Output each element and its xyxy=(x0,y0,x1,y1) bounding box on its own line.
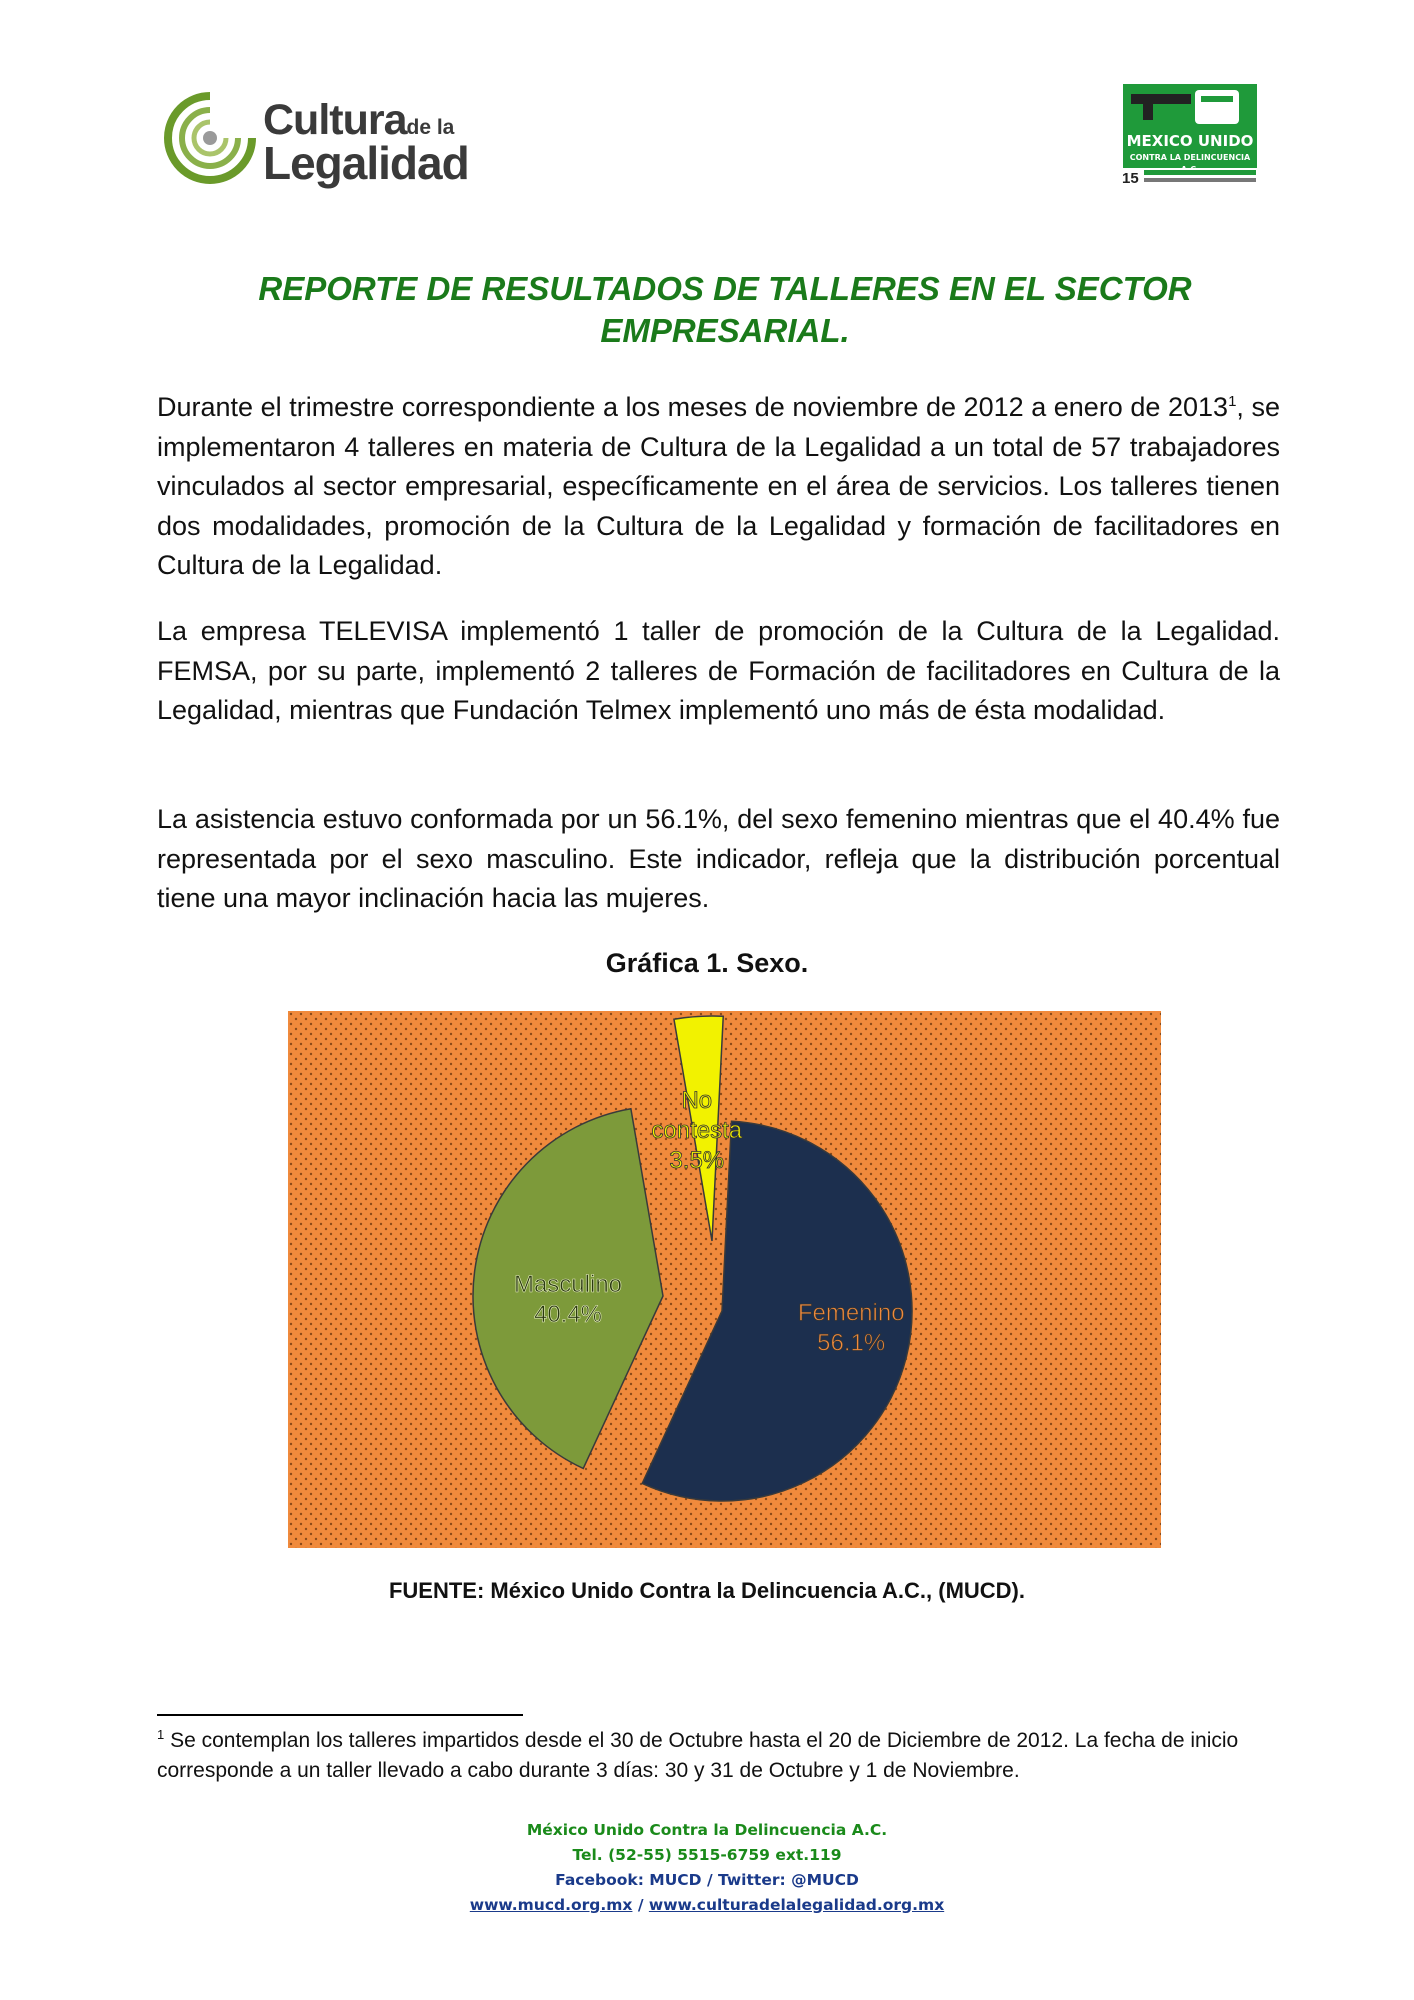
chart-source: FUENTE: México Unido Contra la Delincuencia A.C., (MUCD). xyxy=(388,1578,1025,1603)
footer-social: Facebook: MUCD / Twitter: @MUCD xyxy=(555,1871,859,1889)
footer-org: México Unido Contra la Delincuencia A.C. xyxy=(526,1821,888,1839)
logo-number: 15 xyxy=(1122,170,1139,187)
pie-label-no-contesta: No contesta 3.5% xyxy=(651,1087,743,1174)
document-title: REPORTE DE RESULTADOS DE TALLERES EN EL SECTOR EMPRESARIAL. xyxy=(258,270,1192,349)
chart-title: Gráfica 1. Sexo. xyxy=(605,948,809,978)
logo-word-legalidad: Legalidad xyxy=(263,137,469,189)
paragraph-1: Durante el trimestre correspondiente a los meses de noviembre de 2012 a enero de 2013$^1$, se implementaron 4 talleres en materia de Cultura de la Legalidad a un total de 57 trabajadores vinculados al sector empresarial, específicamente en el área de servicios. Los talleres tienen dos modalidades, promoción de la Cultura de la Legalidad y formación de facilitadores en Cultura de la Legalidad. xyxy=(157,392,1280,580)
concentric-rings-icon xyxy=(160,88,260,188)
footnote: $^1$ Se contemplan los talleres impartidos desde el 30 de Octubre hasta el 20 de Diciembre de 2012. La fecha de inicio corresponde a un taller llevado a cabo durante 3 días: 30 y 31 de Octubre y 1 de Noviembre. xyxy=(157,1727,1239,1782)
footer-tel: Tel. (52-55) 5515-6759 ext.119 xyxy=(572,1846,842,1864)
paragraph-2: La empresa TELEVISA implementó 1 taller de promoción de la Cultura de la Legalidad. FEMSA, por su parte, implementó 2 talleres de Formación de facilitadores en Cultura de la Legalidad, mientras que Fundación Telmex implementó uno más de ésta modalidad. xyxy=(157,616,1280,725)
footnote-divider xyxy=(157,1714,523,1716)
paragraph-3: La asistencia estuvo conformada por un 56.1%, del sexo femenino mientras que el 40.4% fue representada por el sexo masculino. Este indicador, refleja que la distribución porcentual tiene una mayor inclinación hacia las mujeres. xyxy=(157,804,1280,913)
pie-label-femenino: Femenino 56.1% xyxy=(797,1299,905,1357)
logo-strip xyxy=(1144,170,1256,175)
pie-label-masculino: Masculino 40.4% xyxy=(513,1271,623,1329)
logo-band: MEXICO UNIDO CONTRA LA DELINCUENCIA xyxy=(1123,130,1257,168)
pie-chart xyxy=(288,1011,1161,1548)
hand-gun-icon xyxy=(1123,84,1257,130)
cultura-legalidad-logo xyxy=(160,88,500,198)
logo-strip-gray xyxy=(1144,178,1256,182)
page-footer: México Unido Contra la Delincuencia A.C. Tel. (52-55) 5515-6759 ext.119 Facebook: MUCD / Twitter: @MUCD www.mucd.org.mx / www.culturadelalegalidad.org.mx xyxy=(0,1818,1414,1918)
logo-word-cultura: Culturade la xyxy=(263,96,455,144)
mucd-logo xyxy=(1120,84,1260,194)
footer-link-mucd[interactable]: www.mucd.org.mx xyxy=(469,1896,633,1914)
footnote-ref[interactable]: 1 xyxy=(1228,393,1237,410)
logo-emblem xyxy=(1123,84,1257,130)
footer-link-cultura[interactable]: www.culturadelalegalidad.org.mx xyxy=(648,1896,945,1914)
